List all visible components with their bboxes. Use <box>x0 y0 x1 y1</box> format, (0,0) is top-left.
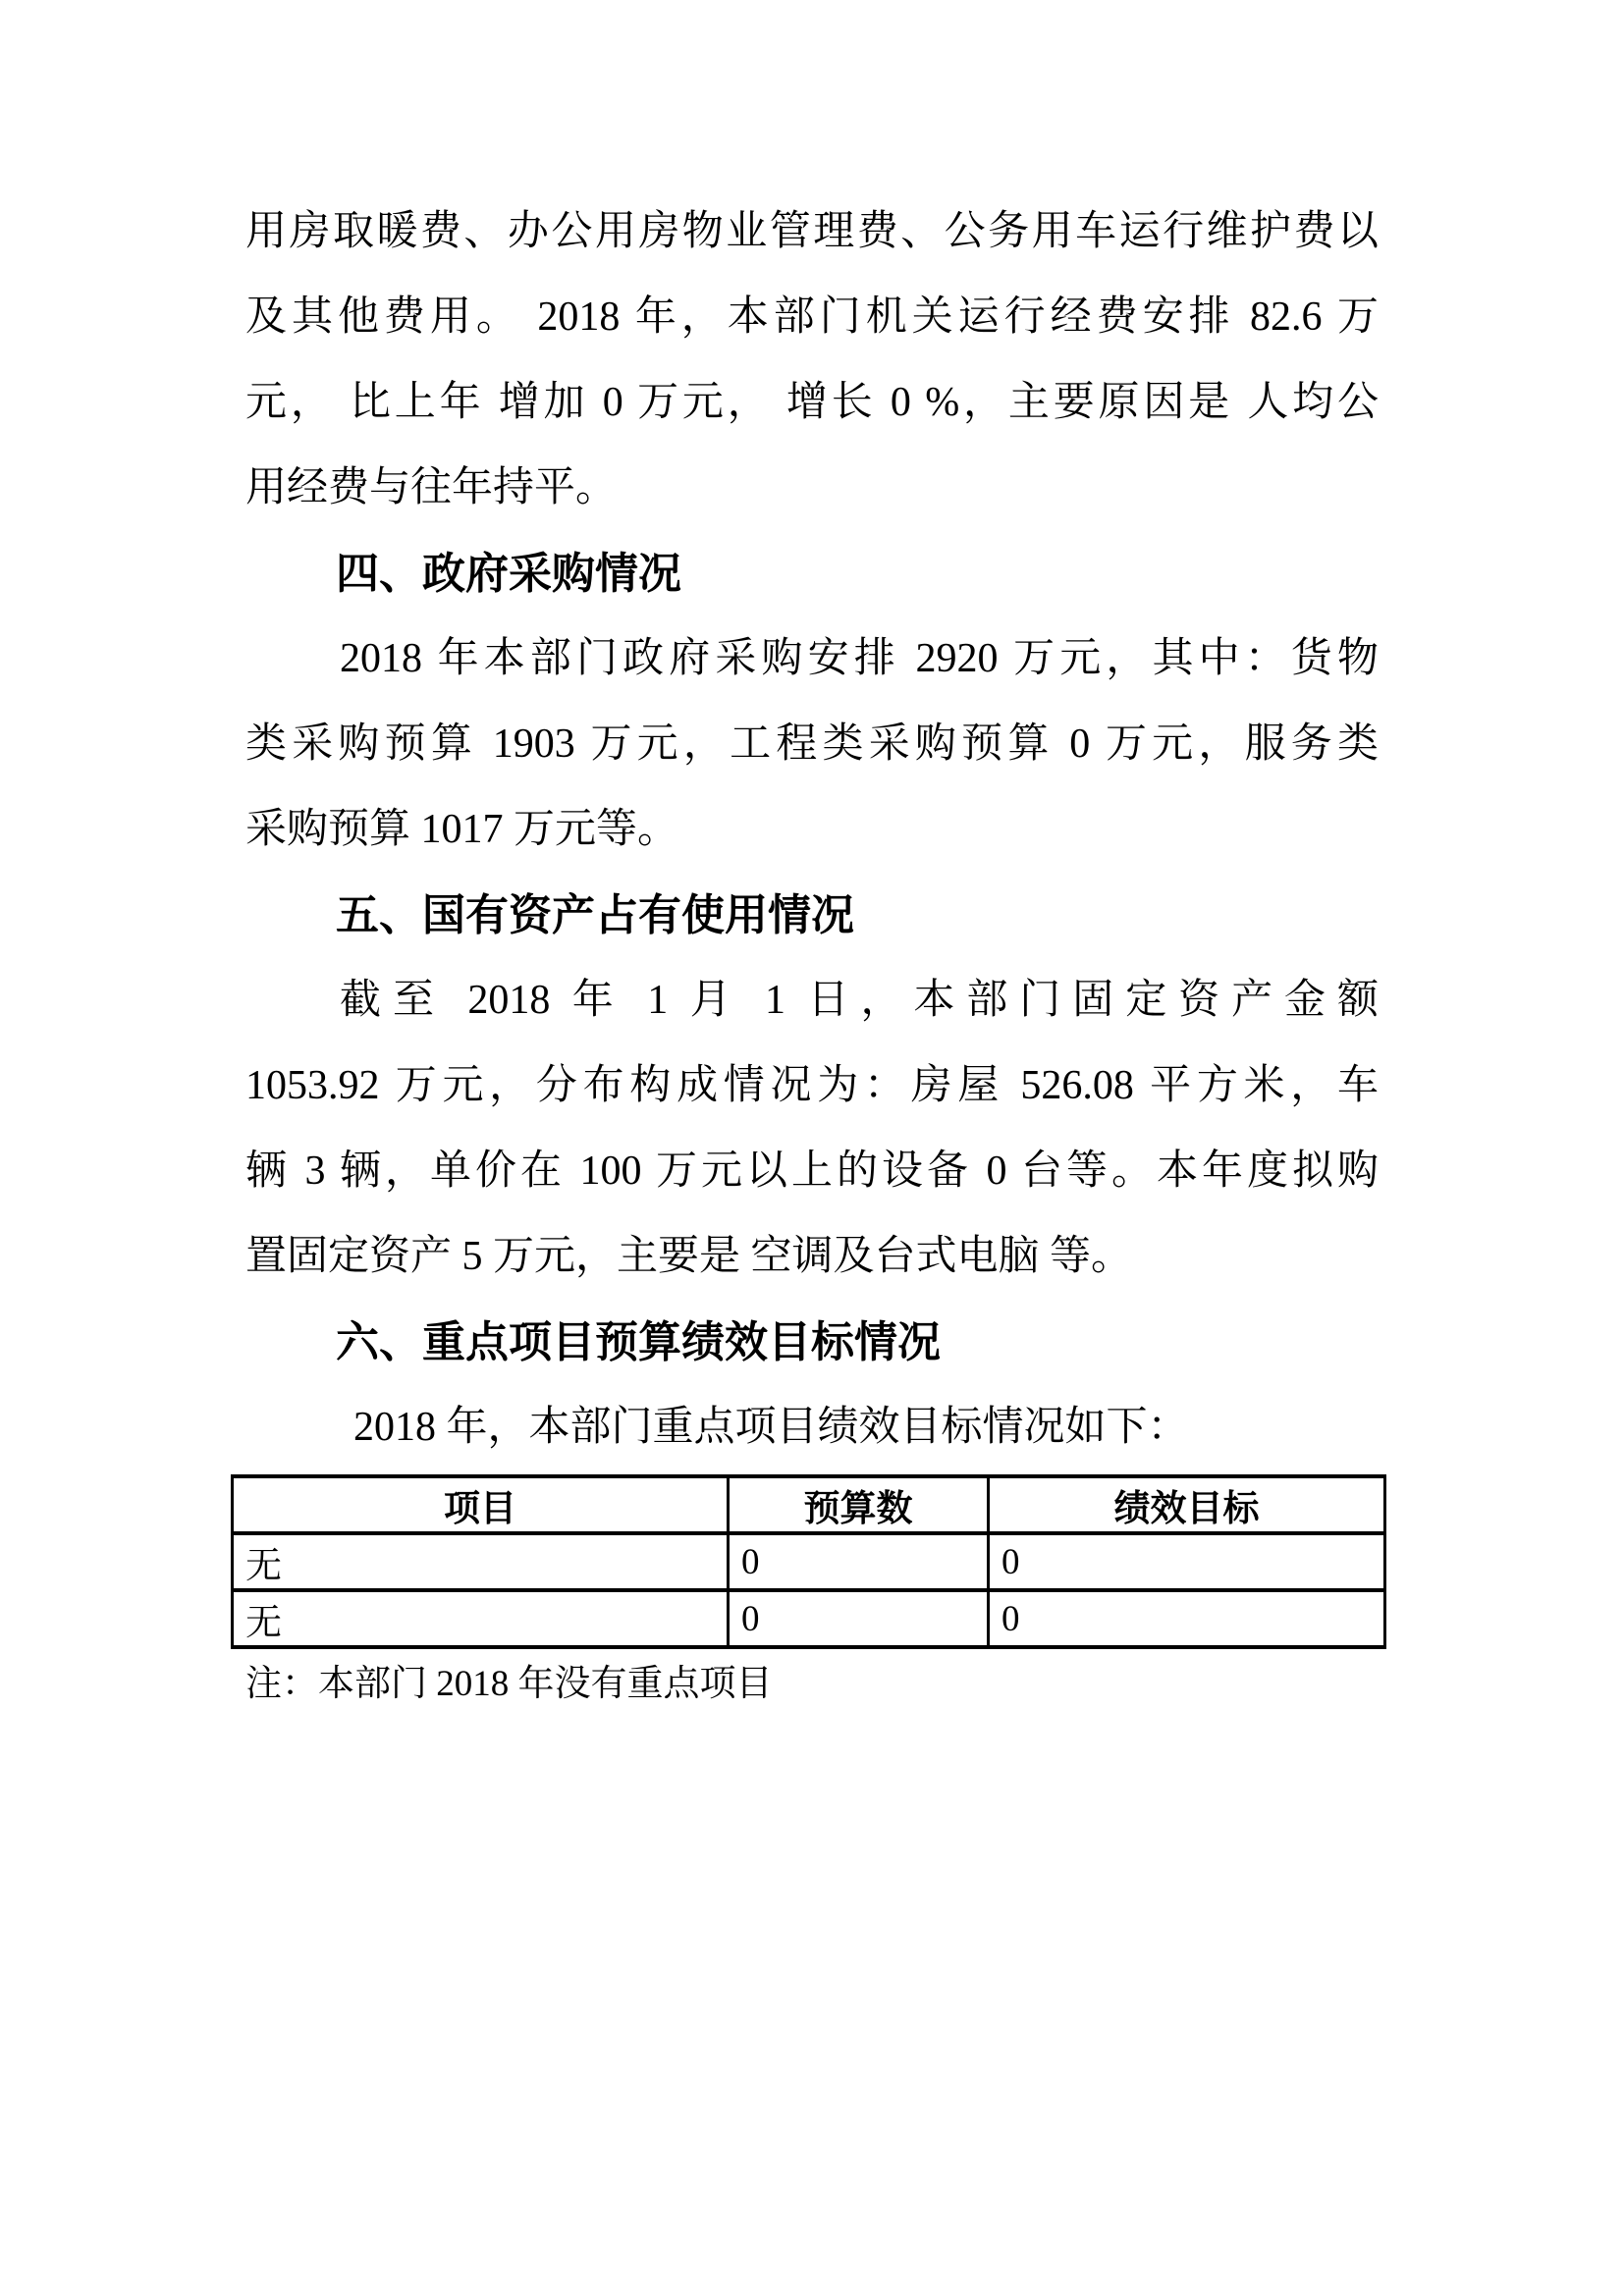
paragraph-line: 元， 比上年 增加 0 万元， 增长 0 %，主要原因是 人均公 <box>245 380 1379 425</box>
paragraph-gov-procurement <box>245 616 1379 873</box>
table-cell: 0 <box>989 1590 1385 1647</box>
table-header-row <box>233 1476 1385 1533</box>
paragraph-line: 采购预算 1017 万元等。 <box>245 807 679 852</box>
table-row <box>233 1533 1385 1590</box>
paragraph-line: 2018 年本部门政府采购安排 2920 万元，其中：货物 <box>340 636 1379 681</box>
paragraph-line: 及其他费用。 2018 年，本部门机关运行经费安排 82.6 万 <box>245 294 1379 340</box>
table-cell: 0 <box>989 1533 1385 1590</box>
section-heading-gov-procurement: 四、政府采购情况 <box>336 550 681 598</box>
table-intro-line: 2018 年，本部门重点项目绩效目标情况如下： <box>353 1405 1189 1450</box>
paragraph-line: 类采购预算 1903 万元，工程类采购预算 0 万元，服务类 <box>245 721 1379 767</box>
paragraph-line: 置固定资产 5 万元，主要是 空调及台式电脑 等。 <box>245 1234 1133 1279</box>
document-content <box>245 189 1379 1710</box>
table-cell: 无 <box>233 1590 729 1647</box>
paragraph-line: 截至 2018 年 1 月 1 日，本部门固定资产金额 <box>340 978 1379 1023</box>
paragraph-carryover <box>245 189 1379 531</box>
paragraph-line: 辆 3 辆，单价在 100 万元以上的设备 0 台等。本年度拟购 <box>245 1148 1379 1194</box>
section-heading-key-projects: 六、重点项目预算绩效目标情况 <box>336 1318 941 1366</box>
table-row <box>233 1590 1385 1647</box>
table-header-project: 项目 <box>233 1476 729 1533</box>
table-footnote: 注：本部门 2018 年没有重点项目 <box>245 1664 773 1704</box>
table-cell: 0 <box>729 1533 989 1590</box>
table-cell: 无 <box>233 1533 729 1590</box>
performance-target-table <box>231 1474 1386 1649</box>
paragraph-line: 用经费与往年持平。 <box>245 465 618 510</box>
table-header-performance: 绩效目标 <box>989 1476 1385 1533</box>
section-heading-state-assets: 五、国有资产占有使用情况 <box>336 891 854 939</box>
table-header-budget: 预算数 <box>729 1476 989 1533</box>
table-cell: 0 <box>729 1590 989 1647</box>
paragraph-line: 用房取暖费、办公用房物业管理费、公务用车运行维护费以 <box>245 209 1379 254</box>
paragraph-line: 1053.92 万元，分布构成情况为：房屋 526.08 平方米，车 <box>245 1063 1379 1108</box>
paragraph-state-assets <box>245 958 1379 1300</box>
